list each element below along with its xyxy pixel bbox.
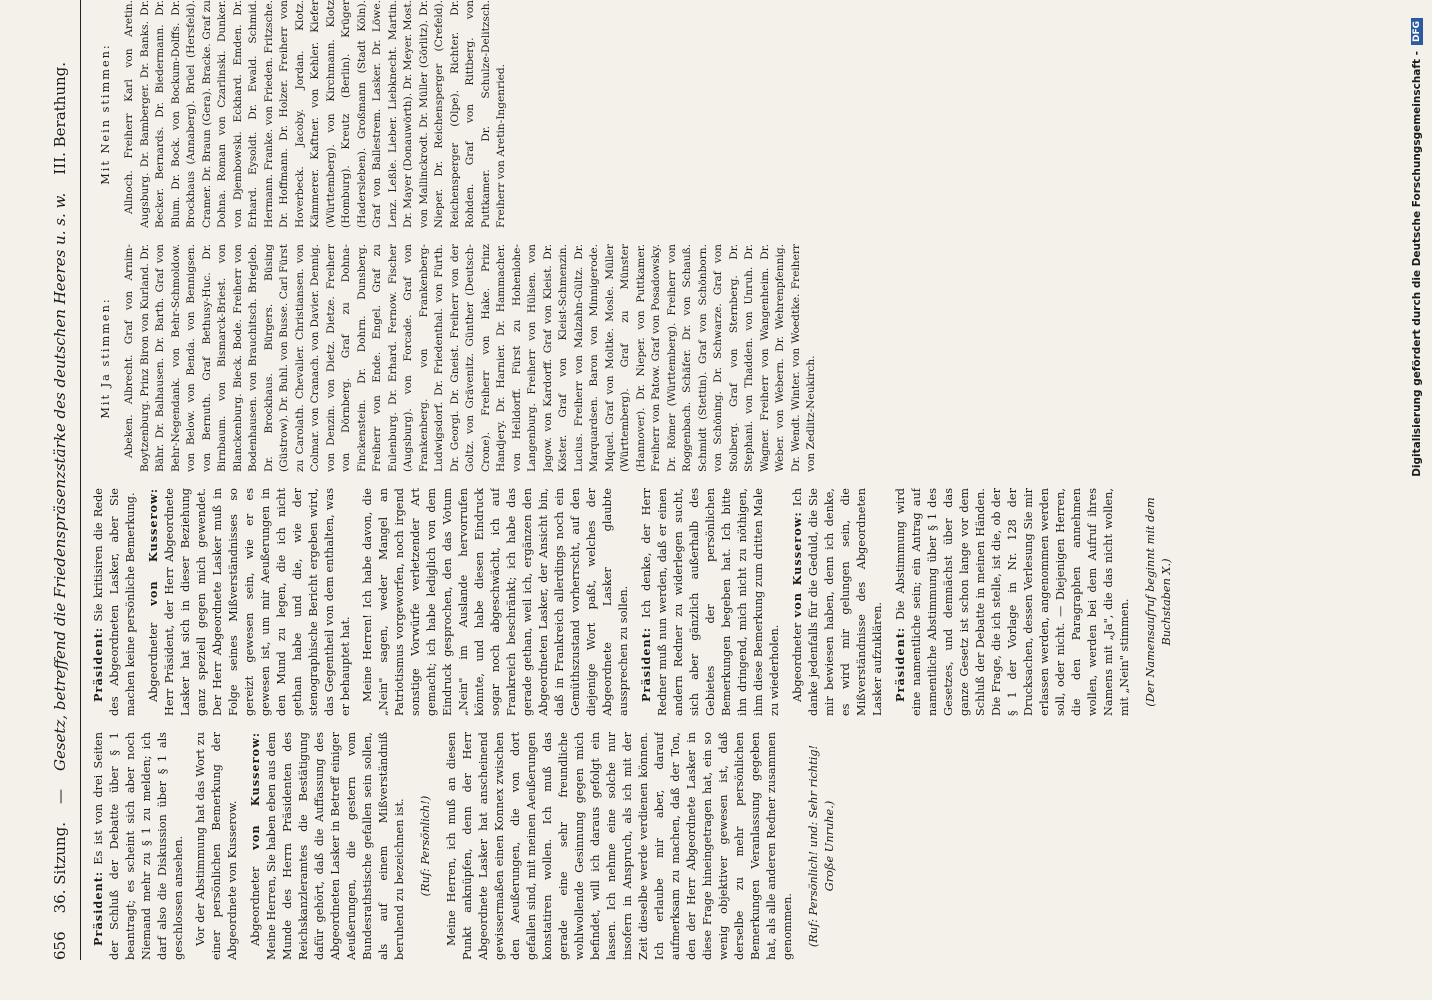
- digitization-credit: [1402, 0, 1432, 1000]
- running-header: [40, 0, 80, 960]
- speaker-name: von Kusserow:: [146, 488, 160, 606]
- nein-heading: Mit Nein stimmen:: [99, 43, 112, 185]
- paragraph: [90, 732, 187, 960]
- speaker-name: Präsident:: [91, 870, 105, 946]
- dfg-logo: DFG: [1411, 18, 1423, 45]
- paragraph-text: Sie kritisiren die Rede des Abgeordneten Lasker, aber Sie machen keine persönliche Bemerkung.: [92, 488, 137, 716]
- paragraph: [638, 488, 783, 716]
- paragraph: [247, 732, 408, 960]
- document-page: [40, 0, 1370, 960]
- header-dash: —: [51, 789, 69, 805]
- page-number: 656: [51, 931, 69, 960]
- paragraph-text: Ich denke, der Herr Redner muß nun werden, daß er einen andern Redner zu widerlegen sucht, sich aber gänzlich außerhalb des Gebietes der persönlichen Bemerkungen begeben hat. Ich bitte ihn dringend, mich nicht zu nöthigen, ihm diese Bemerkung zum dritten Male zu wiederholen.: [640, 488, 781, 716]
- column-3: [90, 244, 1370, 472]
- interjection: (Der Namensaufruf beginnt mit dem Buchstaben X.): [1144, 497, 1173, 707]
- paragraph-text: Die Abstimmung wird eine namentliche sein; ein Antrag auf namentliche Abstimmung über § 1 des Gesetzes, und demnächst über das ganze Gesetz ist schon lange vor dem Schluß der Debatte in meinen Händen. Die Frage, die ich stelle, ist die, ob der § 1 der Vorlage in Nr. 128 der Drucksachen, dessen Verlesung Sie mir erlassen werden, angenommen werden soll, oder nicht. — Diejenigen Herren, die den Paragraphen annehmen wollen, werden bei dem Aufruf ihres Namens mit „Ja", die das nicht wollen, mit „Nein" stimmen.: [894, 488, 1131, 716]
- paragraph: [145, 488, 354, 716]
- paragraph: Meine Herren! Ich habe davon, die „Nein" sagen, weder Mangel an Patriotismus vorgeworfen, noch irgend sonstige Vorwürfe verletzender Art gemacht; ich habe lediglich von dem Eindruck gesprochen, den das Votum „Nein" im Auslande hervorrufen könnte, und habe diesen Eindruck sogar noch abgeschwächt, ich auf Frankreich beschränkt; ich habe das gerade gethan, weil ich, ergänzen den Abgeordneten Lasker, der Ansicht bin, daß in Frankreich allerdings noch ein Gemüthszustand vorherrscht, auf den diejenige Wort paßt, welches der Abgeordnete Lasker glaubte aussprechen zu sollen.: [361, 488, 630, 716]
- paragraph-text: Herr Präsident, der Herr Abgeordnete Lasker hat sich in dieser Beziehung ganz speziell gegen mich gewendet. Der Herr Abgeordnete Lasker muß in Folge seines Mißverständnisses so gereizt gewesen sein, wie er es gewesen ist, um mir Aeußerungen in den Mund zu legen, die ich nicht gethan habe und die, wie der stenographische Bericht ergeben wird, das Gegentheil von dem enthalten, was er behauptet hat.: [163, 488, 352, 716]
- paragraph-text: Es ist von drei Seiten der Schluß der Debatte über § 1 beantragt; es scheint sich aber noch Niemand mehr zu § 1 zu melden; ich darf also die Diskussion über § 1 als geschlossen ansehen.: [92, 732, 185, 960]
- paragraph-text: Meine Herren, Sie haben eben aus dem Munde des Herrn Präsidenten des Reichskanzleramtes die Bestätigung dafür gehört, daß die Auffassung des Abgeordneten Lasker in Betreff einiger Aeußerungen, die gestern vom Bundesrathstische gefallen sein sollen, als auf einem Mißverständniß beruhend zu bezeichnen ist.: [265, 732, 406, 960]
- credit-text: Digitalisierung gefördert durch die Deutsche Forschungsgemeinschaft -: [1411, 51, 1423, 477]
- paragraph: Meine Herren, ich muß an diesen Punkt anknüpfen, denn der Herr Abgeordnete Lasker hat anscheinend gewissermaßen einen Konnex zwischen den Aeußerungen, die von dort gefallen sind, mit meinen Aeußerungen konstatiren wollen. Ich muß das gerade eine sehr freundliche wohlwollende Gesinnung gegen mich befindet, will ich daraus gefolgt ein lassen. Ich nehme eine solche nur insofern in Anspruch, als ich mit der Zeit dieselbe werde verdienen können. Ich erlaube mir aber, darauf aufmerksam zu machen, daß der Ton, den der Herr Abgeordnete Lasker in diese Frage hineingetragen hat, ein so wenig objektiver gewesen ist, daß derselbe zu mehr persönlichen Bemerkungen Veranlassung gegeben hat, als alle anderen Redner zusammen genommen.: [445, 732, 794, 960]
- speaker-lead: Abgeordneter: [249, 866, 262, 946]
- speaker-name: Präsident:: [91, 626, 105, 702]
- column-2: [90, 488, 1370, 716]
- paragraph: Vor der Abstimmung hat das Wort zu einer persönlichen Bemerkung der Abgeordnete von Kusserow.: [194, 732, 239, 960]
- speaker-name: Präsident:: [893, 626, 907, 702]
- speaker-name: Präsident:: [639, 626, 653, 702]
- header-rule: [80, 0, 81, 960]
- paragraph: [789, 488, 886, 716]
- interjection: (Ruf: Persönlich!): [419, 795, 432, 897]
- speaker-name: von Kusserow:: [248, 732, 262, 850]
- column-4: [90, 0, 1370, 228]
- speaker-lead: Abgeordneter: [147, 622, 160, 702]
- reading-label: III. Berathung.: [51, 61, 69, 175]
- column-1: [90, 732, 1370, 960]
- ja-heading: Mit Ja stimmen:: [99, 297, 112, 419]
- paragraph-text: Ich danke jedenfalls für die Geduld, die Sie mir bewiesen haben, denn ich denke, es wird mir gelungen sein, die Mißverständnisse des Abgeordneten Lasker aufzuklären.: [791, 488, 884, 716]
- nein-name-list: Allnoch. Freiherr Karl von Aretin. Augsburg. Dr. Bamberger. Dr. Banks. Dr. Becker. Bernards. Dr. Biedermann. Dr. Blum. Dr. Bock. von Bockum-Dolffs. Dr. Brockhaus (Annaberg). Brüel (Hersfeld). Cramer. Dr. Braun (Gera). Bracke. Graf zu Dohna. Roman von Czarlinski. Dunker. von Djembowski. Eckhard. Emden. Dr. Erhard. Eysoldt. Dr. Ewald. Schmid. Hermann. Franke. von Frieden. Fritzsche. Dr. Hoffmann. Dr. Holzer. Freiherr von Hoverbeck. Jacoby. Jordan. Klotz. Kämmerer. Kaftner. von Kehler. Kiefer (Württemberg). von Kirchmann. Klotz (Homburg). Kreutz (Berlin). Krüger (Hadersleben). Großmann (Stadt Köln). Graf von Ballestrem. Lasker. Dr. Löwe. Lenz. Leßle. Lieber. Liebknecht. Martin. Dr. Mayer (Donauwörth). Dr. Meyer. Most. von Mallinckrodt. Dr. Müller (Görlitz). Dr. Nieper. Dr. Reichensperger (Crefeld). Reichensperger (Olpe). Richter. Dr. Rohden. Graf von Rittberg. von Puttkamer. Dr. Schulze-Delitzsch. Freiherr von Aretin-Ingenried.: [123, 0, 507, 228]
- session-label: 36. Sitzung.: [51, 822, 69, 914]
- paragraph: [90, 488, 139, 716]
- paragraph: [892, 488, 1133, 716]
- header-title: Gesetz, betreffend die Friedenspräsenzstärke des deutschen Heeres u. s. w.: [51, 192, 69, 772]
- speaker-lead: Abgeordneter: [791, 622, 804, 702]
- interjection: (Ruf: Persönlich! und: Sehr richtig! Große Unruhe.): [807, 744, 836, 948]
- ja-name-list: Abeken. Albrecht. Graf von Arnim-Boytzenburg. Prinz Biron von Kurland. Dr. Bähr. Dr. Balhausen. Dr. Barth. Graf von Behr-Negendank. von Behr-Schmoldow. von Below. von Benda. von Bennigsen. von Bernuth. Graf Bethusy-Huc. Dr. Birnbaum. von Bismarck-Briest. von Blanckenburg. Bieck. Bode. Freiherr von Bodenhausen. von Brauchitsch. Briegleb. Dr. Brockhaus. Bürgers. Büsing (Güstrow). Dr. Buhl. von Busse. Carl Fürst zu Carolath. Chevalier. Christiansen. von Colmar. von Cranach. von Davier. Dennig. von Denzin. von Dietz. Dietze. Freiherr von Dörnberg. Graf zu Dohna-Finckenstein. Dr. Dohrn. Dunsberg. Freiherr von Ende. Engel. Graf zu Eulenburg. Dr. Erhard. Fernow. Fischer (Augsburg). von Forcade. Graf von Frankenberg. von Frankenberg-Ludwigsdorf. Dr. Friedenthal. von Fürth. Dr. Georgi. Dr. Gneist. Freiherr von der Goltz. von Grävenitz. Günther (Deutsch-Crone). Freiherr von Hake. Prinz Handjery. Dr. Harnier. Dr. Hammacher. von Helldorff. Fürst zu Hohenlohe-Langenburg. Freiherr von Hülsen. von Jagow. von Kardorff. Graf von Kleist. Dr. Köster. Graf von Kleist-Schmenzin. Lucius. Freiherr von Malzahn-Gültz. Dr. Marquardsen. Baron von Minnigerode. Miquel. Graf von Moltke. Mosle. Müller (Württemberg). Graf zu Münster (Hannover). Dr. Nieper. von Puttkamer. Freiherr von Patow. Graf von Posadowsky. Dr. Römer (Württemberg). Freiherr von Roggenbach. Schäfer. Dr. von Schauß. Schmidt (Stettin). Graf von Schönborn. von Schöning. Dr. Schwarze. Graf von Stolberg. Graf von Sternberg. Dr. Stephani. von Thadden. von Unruh. Dr. Wagner. Freiherr von Wangenheim. Dr. Weber. von Webern. Dr. Wehrenpfennig. Dr. Wendt. Winter. von Woedtke. Freiherr von Zedlitz-Neukirch.: [123, 244, 817, 472]
- speaker-name: von Kusserow:: [790, 511, 804, 618]
- text-columns: [90, 0, 1370, 960]
